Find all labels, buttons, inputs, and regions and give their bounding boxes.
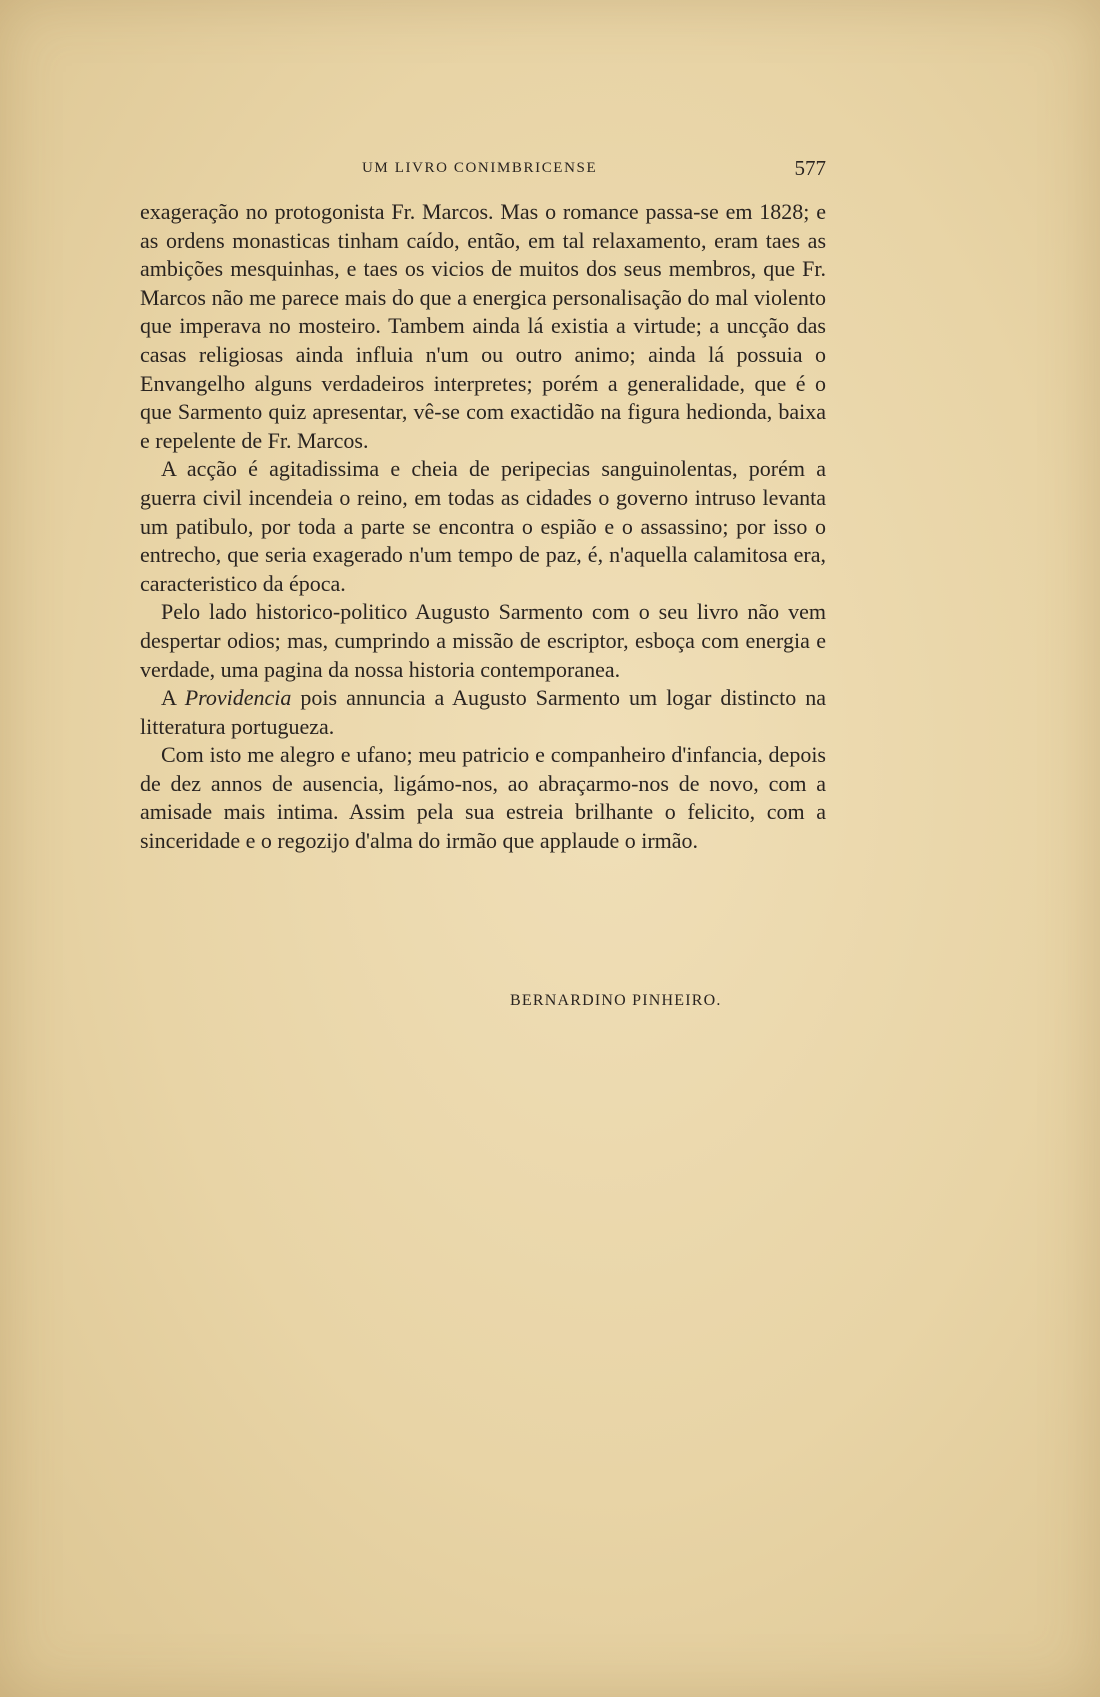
publication-title: Providencia [184,685,292,711]
paragraph-4 [140,684,826,741]
page-header [140,156,826,184]
paragraph-3: Pelo lado historico-politico Augusto Sarmento com o seu livro não vem despertar odios; mas, cumprindo a missão de escriptor, esboça com energia e verdade, uma pagina da nossa historia contemporanea. [140,599,826,682]
paragraph-2: A acção é agitadissima e cheia de peripecias sanguinolentas, porém a guerra civil incendeia o reino, em todas as cidades o governo intruso levanta um patibulo, por toda a parte se encontra o espião e o assassino; por isso o entrecho, que seria exagerado n'um tempo de paz, é, n'aquella calamitosa era, caracteristico da época. [140,456,826,596]
author-signature: BERNARDINO PINHEIRO. [510,992,722,1009]
paragraph-4-start: A [161,685,185,711]
paragraph-5: Com isto me alegro e ufano; meu patricio e companheiro d'infancia, depois de dez annos de ausencia, ligámo-nos, ao abraçarmo-nos de novo, com a amisade mais intima. Assim pela sua estreia brilhante o felicito, com a sinceridade e o regozijo d'alma do irmão que applaude o irmão. [140,742,826,854]
running-title: UM LIVRO CONIMBRICENSE [362,160,598,176]
paragraph-4-end: pois annuncia a Augusto Sarmento um logar distincto na litteratura portugueza. [140,685,826,739]
article-body [140,198,826,856]
page-number: 577 [794,156,826,180]
paragraph-1: exageração no protogonista Fr. Marcos. Mas o romance passa-se em 1828; e as ordens monasticas tinham caído, então, em tal relaxamento, eram taes as ambições mesquinhas, e taes os vicios de muitos dos seus membros, que Fr. Marcos não me parece mais do que a energica personalisação do mal violento que imperava no mosteiro. Tambem ainda lá existia a virtude; a uncção das casas religiosas ainda influia n'um ou outro animo; ainda lá possuia o Envangelho alguns verdadeiros interpretes; porém a generalidade, que é o que Sarmento quiz apresentar, vê-se com exactidão na figura hedionda, baixa e repelente de Fr. Marcos. [140,199,826,453]
